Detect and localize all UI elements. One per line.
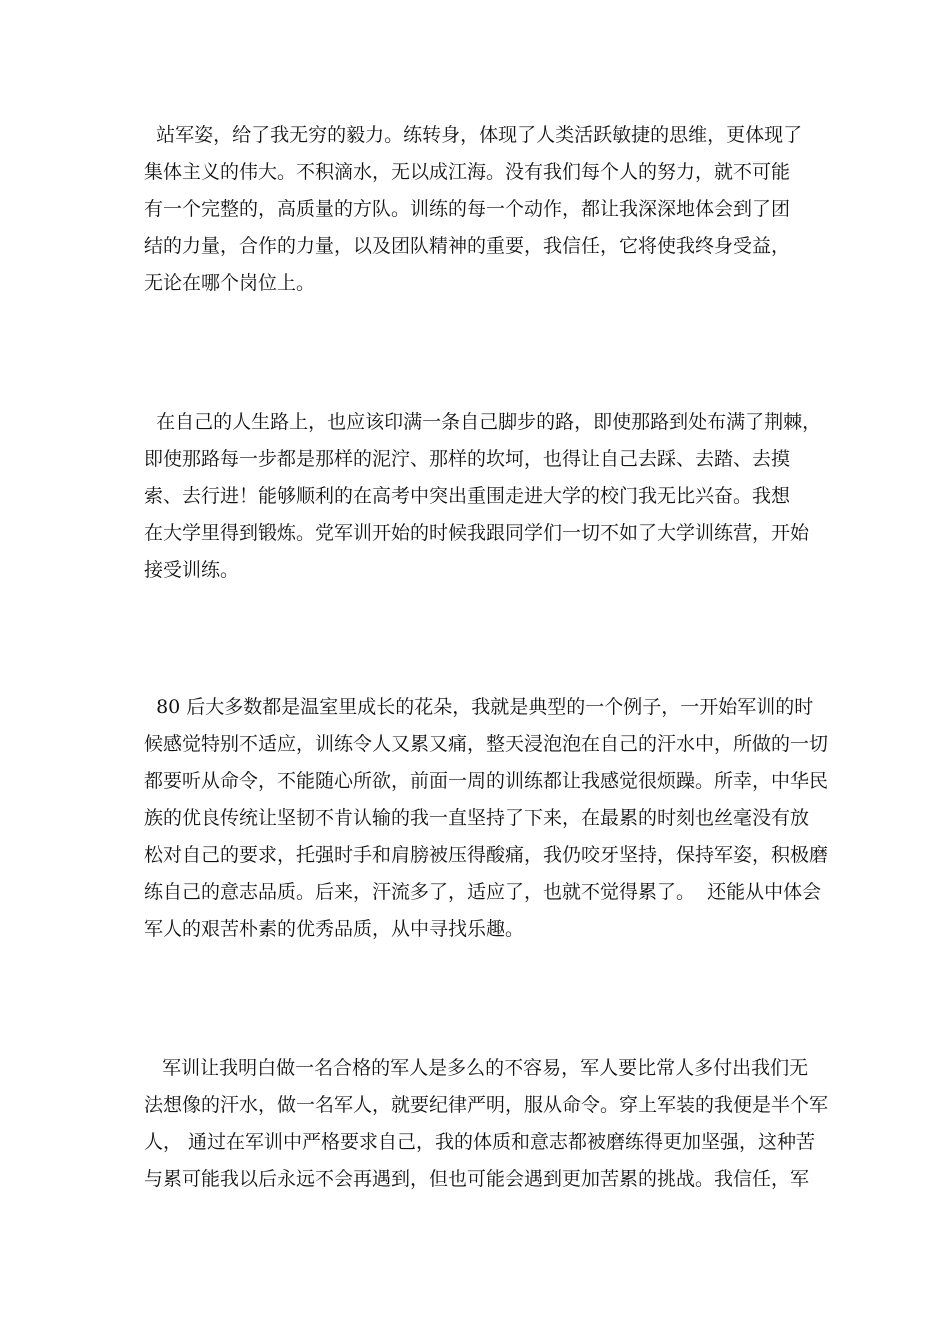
paragraph-line: 即使那路每一步都是那样的泥泞、那样的坎坷，也得让自己去踩、去踏、去摸 (144, 448, 791, 470)
paragraph-4 (144, 1050, 829, 1198)
paragraph-line: 无论在哪个岗位上。 (144, 272, 316, 294)
paragraph-line: 人， 通过在军训中严格要求自己，我的体质和意志都被磨练得更加坚强，这种苦 (144, 1131, 816, 1153)
paragraph-1 (144, 117, 824, 302)
paragraph-line: 集体主义的伟大。不积滴水，无以成江海。没有我们每个人的努力，就不可能 (144, 161, 791, 183)
paragraph-3 (144, 689, 829, 948)
paragraph-line: 索、去行进！能够顺利的在高考中突出重围走进大学的校门我无比兴奋。我想 (144, 485, 791, 507)
paragraph-line: 松对自己的要求，托强时手和肩膀被压得酸痛，我仍咬牙坚持，保持军姿，积极磨 (144, 844, 829, 866)
paragraph-line: 练自己的意志品质。后来，汗流多了，适应了，也就不觉得累了。 还能从中体会 (144, 881, 822, 903)
paragraph-line: 站军姿，给了我无穷的毅力。练转身，体现了人类活跃敏捷的思维，更体现了 (144, 124, 803, 146)
paragraph-line: 候感觉特别不适应，训练令人又累又痛，整天浸泡泡在自己的汗水中，所做的一切 (144, 733, 829, 755)
paragraph-line: 在大学里得到锻炼。党军训开始的时候我跟同学们一切不如了大学训练营，开始 (144, 522, 810, 544)
paragraph-line: 80 后大多数都是温室里成长的花朵，我就是典型的一个例子，一开始军训的时 (144, 696, 814, 718)
paragraph-line: 结的力量，合作的力量，以及团队精神的重要，我信任，它将使我终身受益， (144, 235, 791, 257)
paragraph-line: 接受训练。 (144, 559, 240, 581)
paragraph-line: 在自己的人生路上，也应该印满一条自己脚步的路，即使那路到处布满了荆棘， (144, 411, 822, 433)
paragraph-line: 族的优良传统让坚韧不肯认输的我一直坚持了下来，在最累的时刻也丝毫没有放 (144, 807, 810, 829)
paragraph-line: 法想像的汗水，做一名军人，就要纪律严明，服从命令。穿上军装的我便是半个军 (144, 1094, 829, 1116)
paragraph-line: 军训让我明白做一名合格的军人是多么的不容易，军人要比常人多付出我们无 (144, 1057, 809, 1079)
paragraph-line: 与累可能我以后永远不会再遇到，但也可能会遇到更加苦累的挑战。我信任，军 (144, 1168, 810, 1190)
paragraph-line: 都要听从命令，不能随心所欲，前面一周的训练都让我感觉很烦躁。所幸，中华民 (144, 770, 829, 792)
paragraph-line: 军人的艰苦朴素的优秀品质，从中寻找乐趣。 (144, 918, 525, 940)
paragraph-2 (144, 404, 824, 589)
paragraph-line: 有一个完整的，高质量的方队。训练的每一个动作，都让我深深地体会到了团 (144, 198, 791, 220)
